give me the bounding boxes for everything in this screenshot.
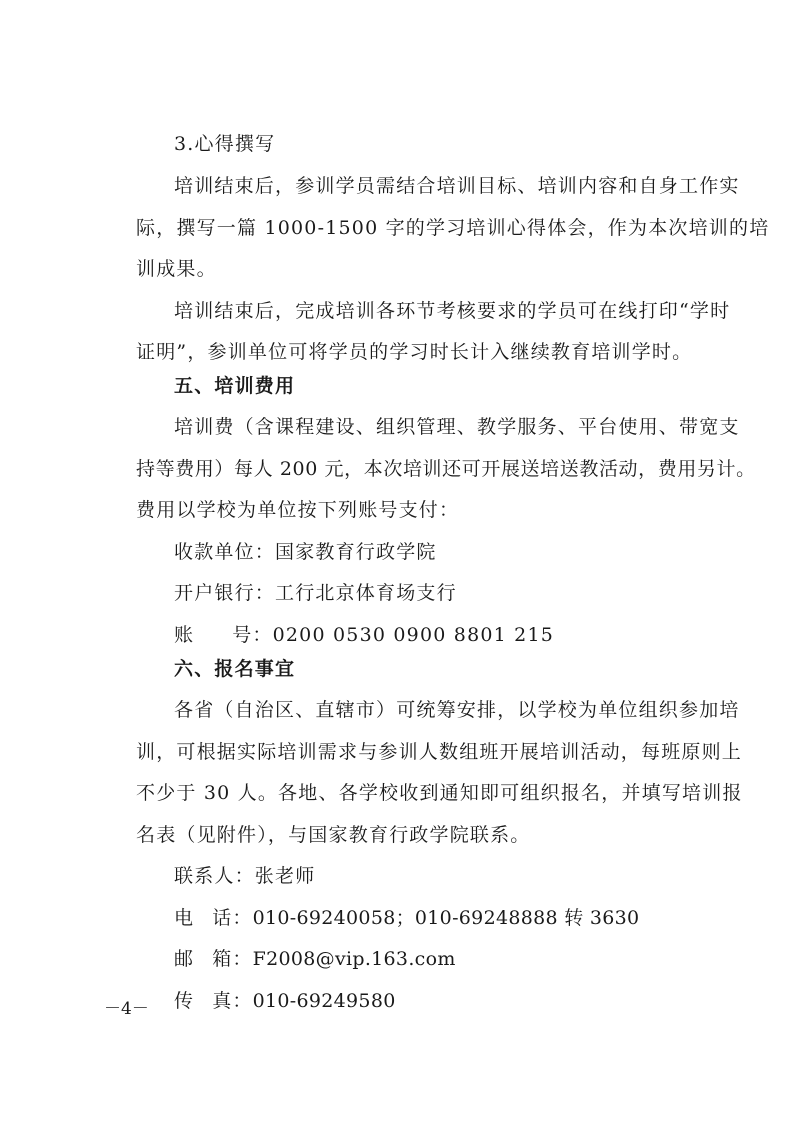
- email-label: 邮: [174, 948, 195, 970]
- paragraph-line: 训，可根据实际培训需求与参训人数组班开展培训活动，每班原则上: [136, 741, 743, 763]
- fax-label: 传: [174, 990, 195, 1012]
- paragraph-line: 不少于 30 人。各地、各学校收到通知即可组织报名，并填写培训报: [136, 782, 743, 804]
- paragraph-line: 培训结束后，参训学员需结合培训目标、培训内容和自身工作实: [174, 175, 740, 197]
- paragraph-line: 培训结束后，完成培训各环节考核要求的学员可在线打印“学时: [174, 300, 731, 322]
- phone-label: 电: [174, 907, 195, 929]
- paragraph-line: 证明”，参训单位可将学员的学习时长计入继续教育培训学时。: [136, 341, 693, 363]
- section-3-heading: 3.心得撰写: [174, 133, 276, 155]
- fax-line: [174, 988, 734, 1014]
- account-label: 账: [174, 624, 195, 646]
- paragraph-line: 名表（见附件），与国家教育行政学院联系。: [136, 824, 531, 846]
- payee-line: 收款单位：国家教育行政学院: [174, 541, 437, 563]
- paragraph-line: 费用以学校为单位按下列账号支付：: [136, 499, 460, 521]
- section-5-heading: 五、培训费用: [174, 375, 296, 397]
- bank-line: 开户银行：工行北京体育场支行: [174, 582, 457, 604]
- email-value: F2008@vip.163.com: [252, 948, 456, 970]
- paragraph-line: 持等费用）每人 200 元，本次培训还可开展送培送教活动，费用另计。: [136, 458, 756, 480]
- fax-value: 010-69249580: [252, 990, 396, 1012]
- account-value: 0200 0530 0900 8801 215: [272, 624, 555, 646]
- email-label: 箱：: [212, 948, 253, 970]
- paragraph-line: 训成果。: [136, 258, 217, 280]
- phone-value: 010-69240058；010-69248888 转 3630: [252, 907, 640, 929]
- contact-line: 联系人：张老师: [174, 865, 316, 887]
- paragraph-line: 培训费（含课程建设、组织管理、教学服务、平台使用、带宽支: [174, 416, 740, 438]
- phone-label: 话：: [212, 907, 253, 929]
- fax-label: 真：: [212, 990, 253, 1012]
- account-line: [174, 622, 734, 648]
- page-number: －4－: [104, 999, 149, 1019]
- section-6-heading: 六、报名事宜: [174, 658, 296, 680]
- paragraph-line: 际，撰写一篇 1000-1500 字的学习培训心得体会，作为本次培训的培: [136, 217, 770, 239]
- paragraph-line: 各省（自治区、直辖市）可统筹安排，以学校为单位组织参加培: [174, 699, 740, 721]
- account-label: 号：: [232, 624, 273, 646]
- phone-line: [174, 905, 734, 931]
- email-line: [174, 946, 734, 972]
